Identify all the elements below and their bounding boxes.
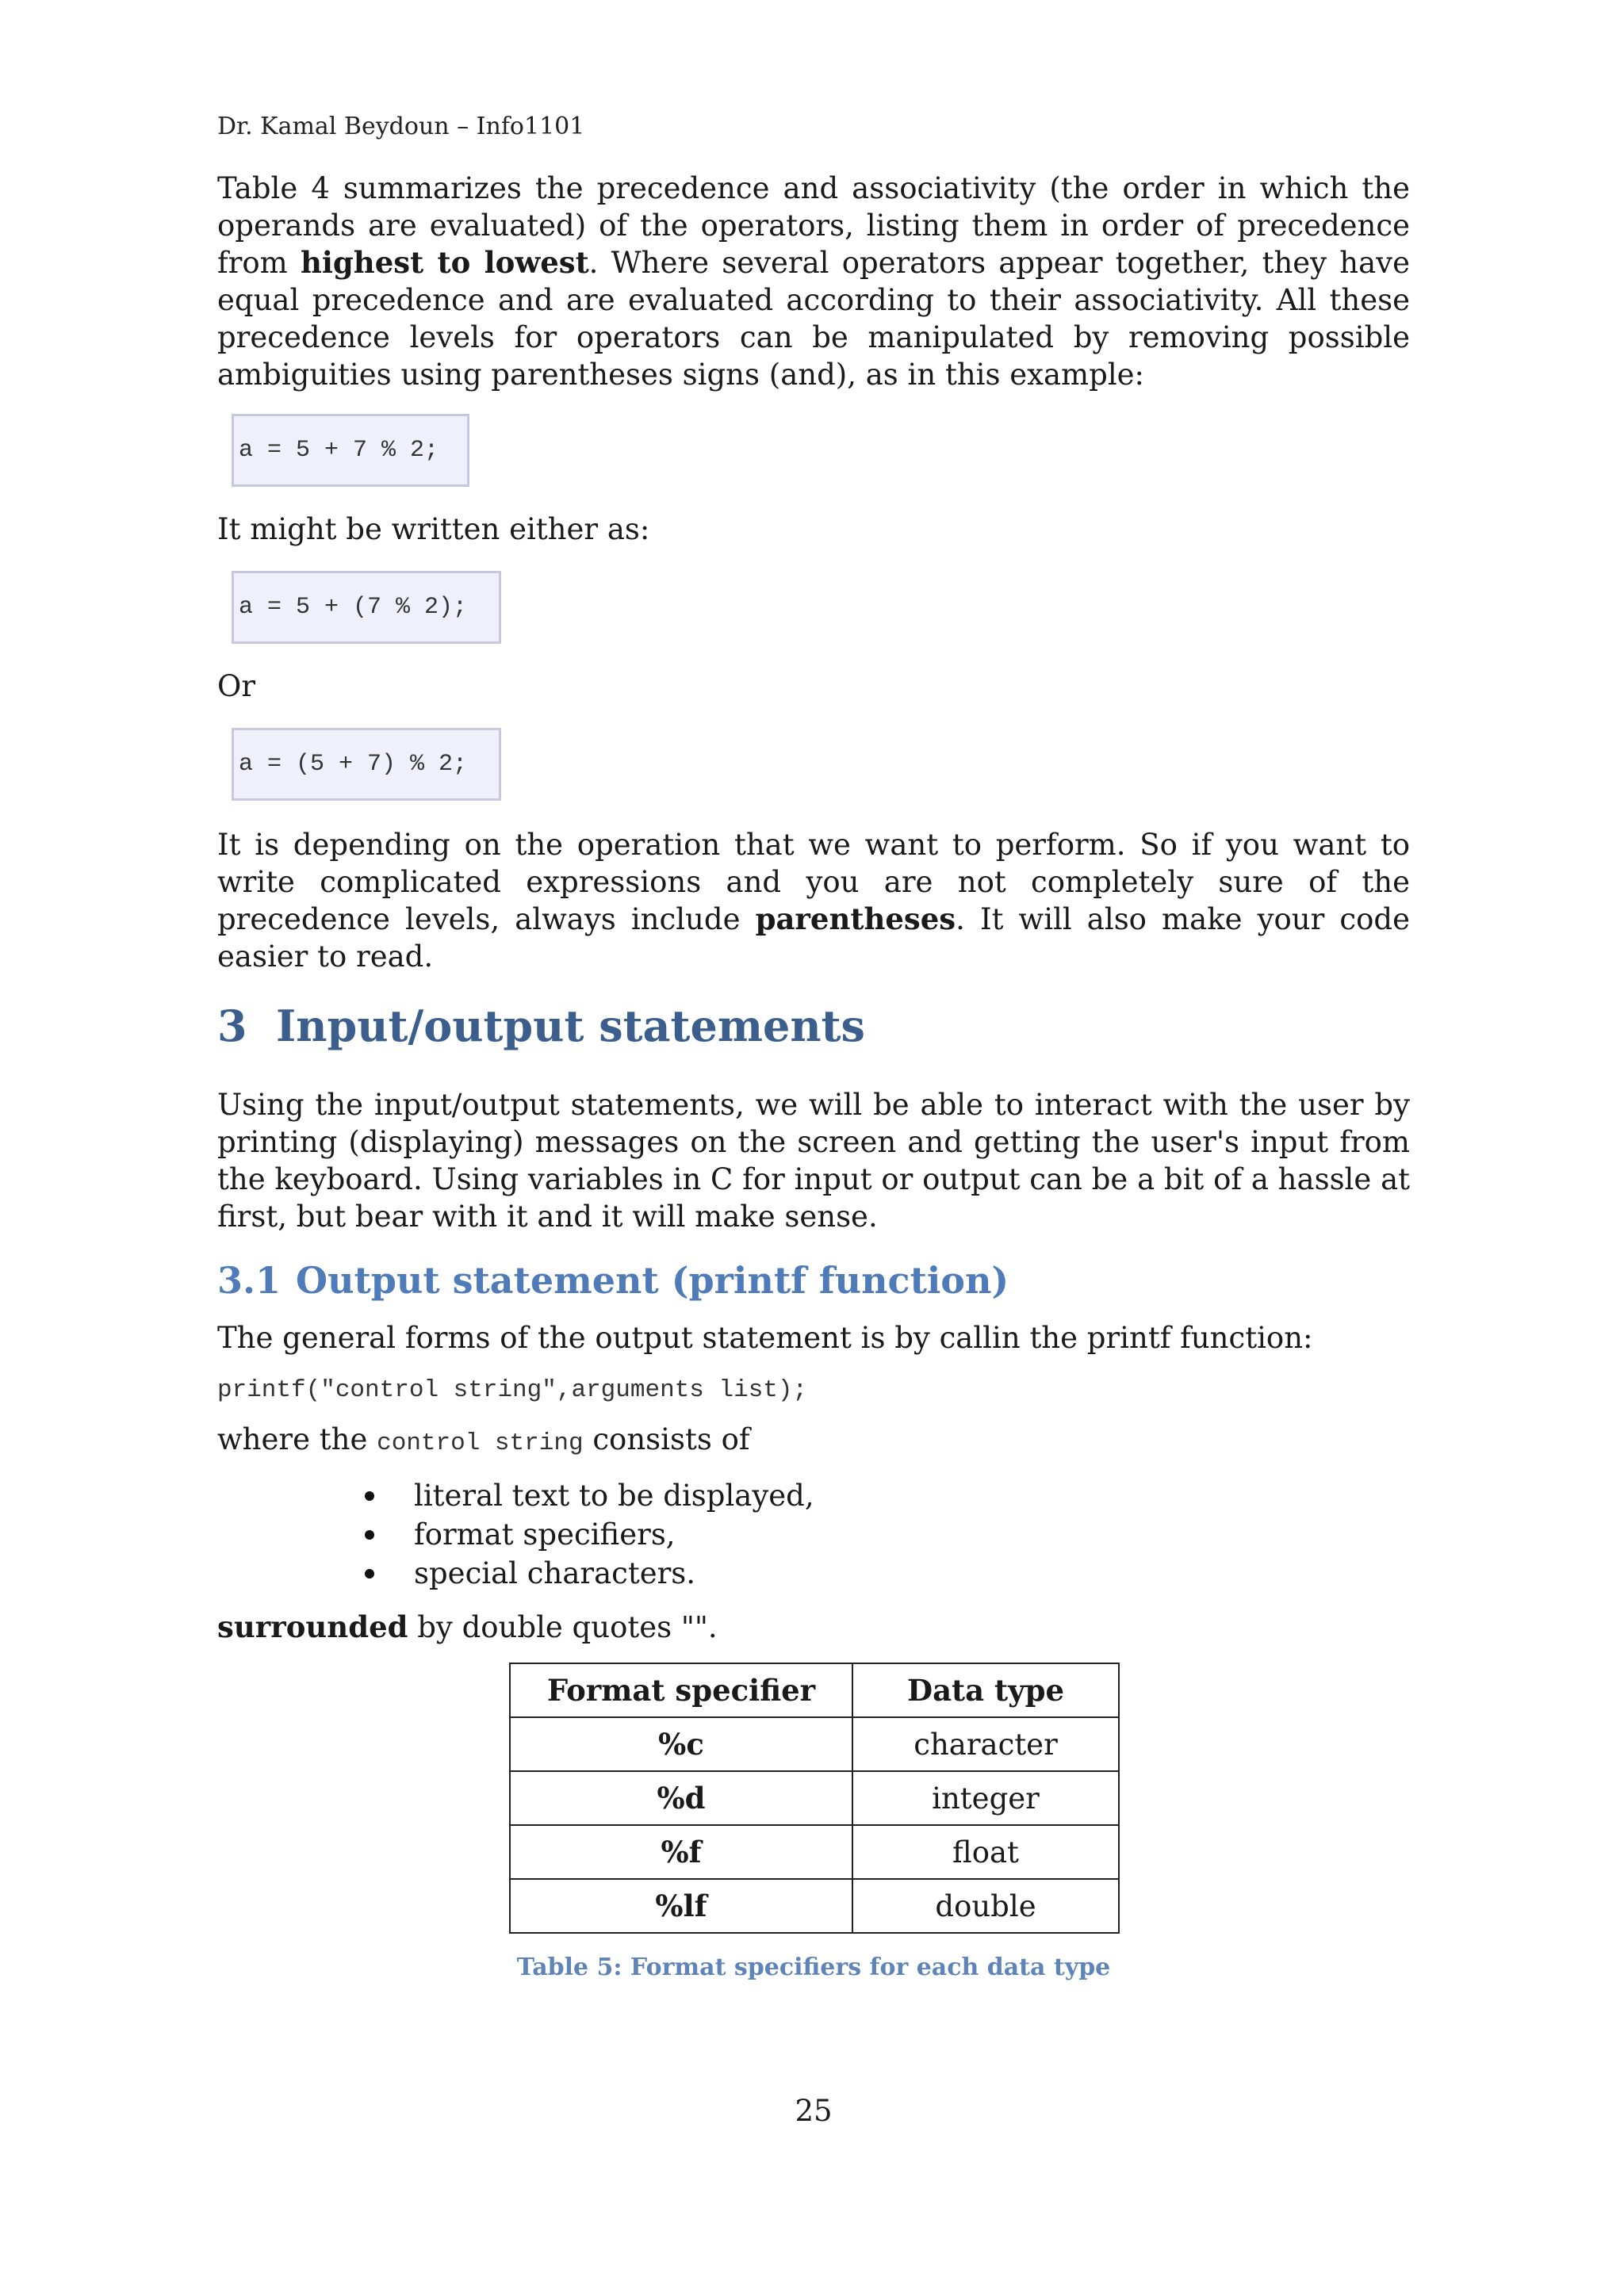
- control-string-code: control string: [377, 1429, 584, 1457]
- list-item: format specifiers,: [365, 1515, 814, 1554]
- table-header-row: [510, 1663, 1119, 1717]
- table-row: %f float: [510, 1825, 1119, 1879]
- where-text: where the control string consists of: [217, 1422, 750, 1457]
- header-data-type: Data type: [852, 1663, 1119, 1717]
- control-string-list: [365, 1476, 814, 1593]
- intro-paragraph: Table 4 summarizes the precedence and associativity (the order in which the operands are evaluated) of the operators, listing them in order of precedence from highest to lowest. Where several operators appear together, they have equal precedence and are evaluated according to their associativity. All these precedence levels for operators can be manipulated by removing possible ambiguities using parentheses signs (and), as in this example:: [217, 171, 1410, 392]
- surrounded-text: surrounded by double quotes "".: [217, 1609, 718, 1644]
- intro-bold: highest to lowest: [300, 245, 589, 280]
- printf-code: printf("control string",arguments list);: [217, 1376, 808, 1404]
- list-item: special characters.: [365, 1554, 814, 1593]
- bullet-icon: [365, 1569, 374, 1578]
- table-row: %lf double: [510, 1879, 1119, 1933]
- or-text: Or: [217, 669, 256, 703]
- running-header: Dr. Kamal Beydoun – Info1101: [217, 113, 585, 140]
- depending-paragraph: It is depending on the operation that we want to perform. So if you want to write complicated expressions and you are not completely sure of the precedence levels, always include parentheses. It will also make your code easier to read.: [217, 828, 1410, 974]
- section-3-1-heading: 3.1 Output statement (printf function): [217, 1259, 1009, 1302]
- code-example-2: a = 5 + (7 % 2);: [232, 571, 501, 644]
- page-number: 25: [795, 2094, 833, 2128]
- bullet-icon: [365, 1530, 374, 1540]
- list-item: literal text to be displayed,: [365, 1476, 814, 1515]
- table-row: %c character: [510, 1717, 1119, 1771]
- section-3-heading: 3 Input/output statements: [217, 1001, 865, 1051]
- code-example-1: a = 5 + 7 % 2;: [232, 414, 469, 487]
- written-either-text: It might be written either as:: [217, 512, 650, 546]
- code-example-3: a = (5 + 7) % 2;: [232, 728, 501, 801]
- table-caption: Table 5: Format specifiers for each data type: [516, 1954, 1111, 1981]
- bullet-icon: [365, 1491, 374, 1501]
- table-row: %d integer: [510, 1771, 1119, 1825]
- general-forms-text: The general forms of the output statement is by callin the printf function:: [217, 1321, 1313, 1355]
- format-specifier-table: [509, 1663, 1120, 1934]
- io-paragraph: Using the input/output statements, we will be able to interact with the user by printing (displaying) messages on the screen and getting the user's input from the keyboard. Using variables in C for input or output can be a bit of a hassle at first, but bear with it and it will make sense.: [217, 1088, 1410, 1234]
- header-format-specifier: Format specifier: [510, 1663, 852, 1717]
- parentheses-bold: parentheses: [755, 901, 956, 936]
